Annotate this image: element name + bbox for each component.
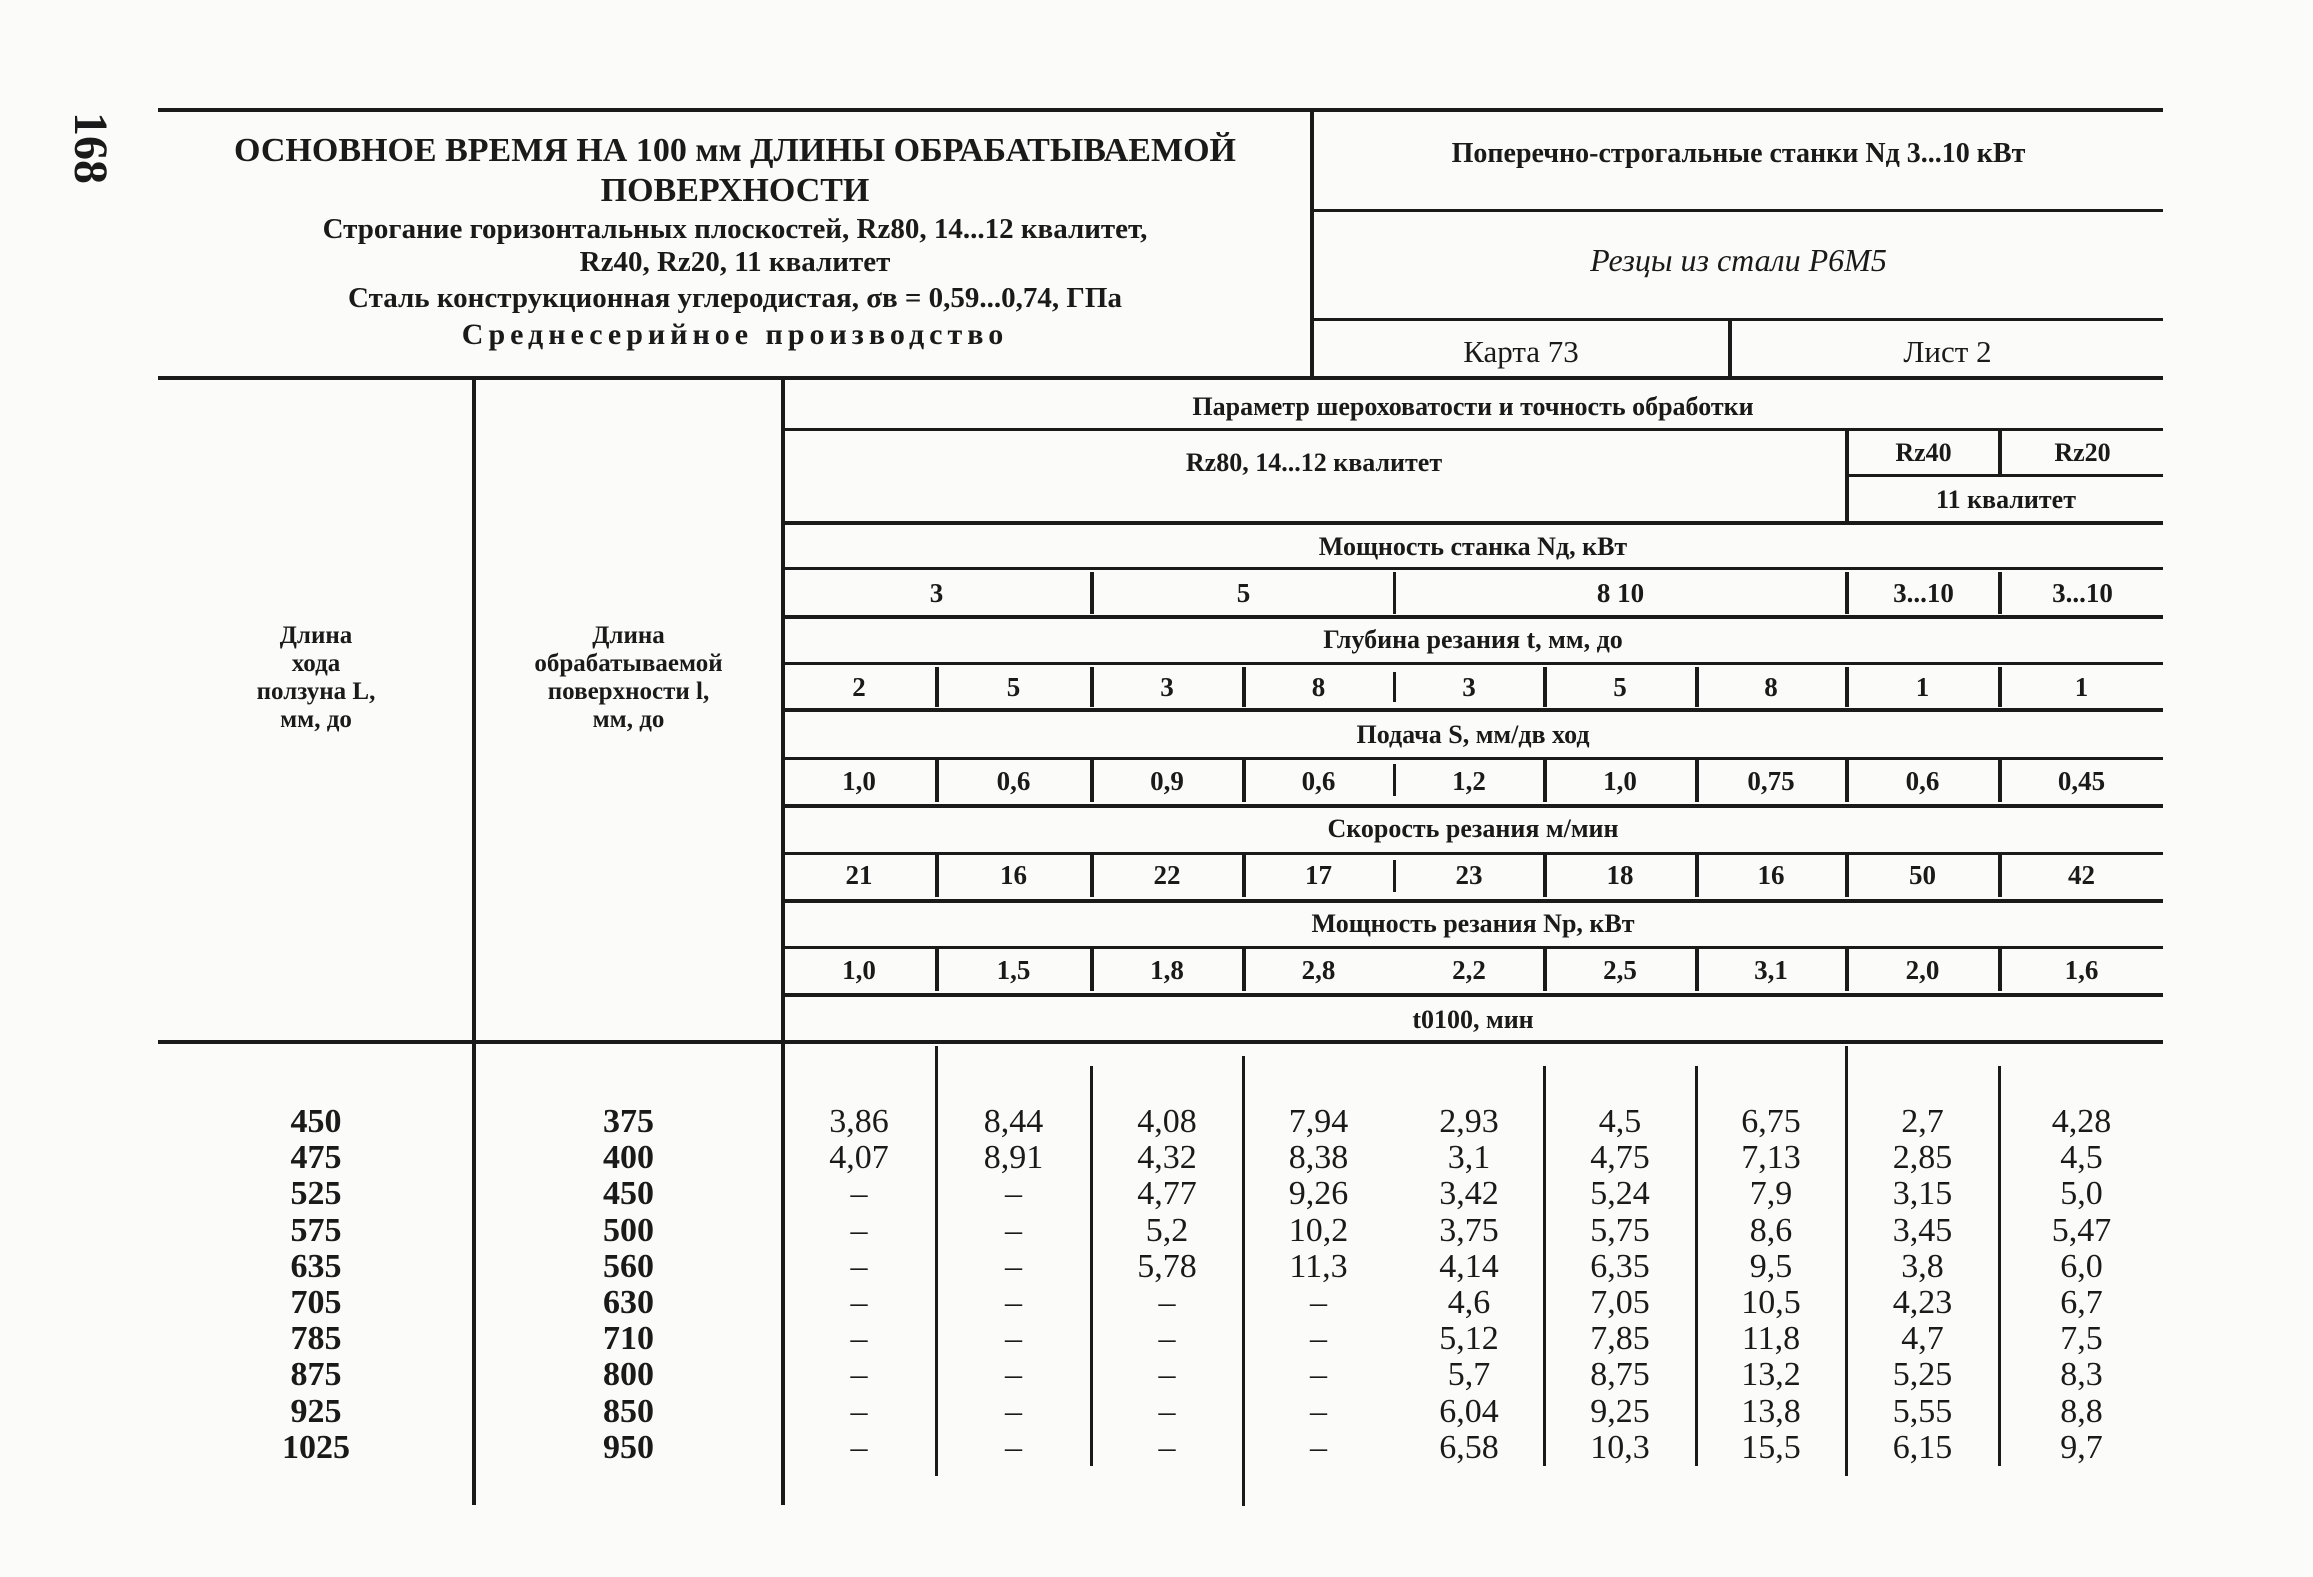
surface-length-value: 630 (603, 1284, 654, 1322)
top-rule (158, 108, 2163, 112)
feed-header: Подача S, мм/дв ход (1356, 720, 1590, 749)
surface-length-value: 450 (603, 1175, 654, 1213)
time-value: 5,2 (1145, 1211, 1189, 1249)
time-value: 8,91 (983, 1139, 1044, 1177)
feed-value: 0,6 (1301, 766, 1336, 796)
feed-value: 1,0 (1603, 766, 1637, 796)
card-number: Карта 73 (1463, 334, 1579, 369)
time-column (1697, 1104, 1845, 1466)
time-value: 9,26 (1288, 1175, 1349, 1213)
time-value: 4,32 (1137, 1139, 1197, 1177)
time-column (2000, 1104, 2163, 1466)
tool-material: Резцы из стали Р6М5 (1590, 242, 1887, 278)
time-value: 15,5 (1741, 1428, 1801, 1466)
time-value: 6,04 (1439, 1392, 1499, 1430)
surface-length-column (476, 1104, 781, 1466)
time-value: – (1158, 1284, 1176, 1322)
time-value: 5,24 (1590, 1175, 1650, 1213)
stroke-length-value: 875 (290, 1356, 342, 1394)
time-value: 7,13 (1741, 1139, 1801, 1177)
subtitle-operation: Строгание горизонтальных плоскостей, Rz80, 14...12 квалитет, (322, 213, 1148, 245)
cut-power-value: 1,5 (996, 955, 1031, 985)
speed-value: 18 (1606, 860, 1634, 890)
time-value: 5,7 (1447, 1356, 1491, 1394)
time-value: 3,15 (1892, 1175, 1953, 1213)
feed-value: 1,0 (842, 766, 876, 796)
feed-value: 0,6 (1905, 766, 1940, 796)
time-column (1847, 1104, 1998, 1466)
speed-value: 50 (1909, 860, 1936, 890)
surface-length-value: 800 (603, 1356, 654, 1394)
depth-value: 3 (1160, 672, 1174, 702)
time-value: 2,85 (1892, 1139, 1953, 1177)
time-value: 9,5 (1749, 1247, 1793, 1285)
time-value: 5,47 (2051, 1211, 2112, 1249)
depth-value: 1 (2074, 672, 2089, 702)
time-value: 11,3 (1289, 1247, 1348, 1285)
machine-type: Поперечно-строгальные станки Nд 3...10 кВт (1451, 138, 2026, 169)
time-value: 6,75 (1741, 1103, 1801, 1140)
cut-power-value: 2,2 (1452, 955, 1486, 985)
feed-value: 0,75 (1747, 766, 1795, 796)
time-value: 4,7 (1901, 1320, 1944, 1358)
stroke-length-value: 705 (290, 1284, 342, 1322)
surface-length-value: 375 (603, 1103, 654, 1140)
surface-length-value: 400 (603, 1139, 654, 1177)
time-value: 8,44 (983, 1103, 1044, 1140)
time-value: 3,1 (1447, 1139, 1491, 1177)
time-value: – (1005, 1284, 1022, 1322)
time-value: – (1005, 1428, 1022, 1466)
time-value: 11,8 (1741, 1320, 1801, 1358)
depth-value: 2 (852, 672, 866, 702)
stroke-length-value: 1025 (282, 1428, 350, 1466)
time-column (1092, 1104, 1242, 1466)
time-value: – (850, 1320, 868, 1358)
depth-value: 8 (1764, 672, 1778, 702)
sheet-number: Лист 2 (1903, 334, 1992, 369)
time-value: 6,7 (2060, 1284, 2103, 1322)
time-value: 6,0 (2060, 1247, 2103, 1285)
time-value: 5,25 (1892, 1356, 1953, 1394)
time-value: 3,8 (1901, 1247, 1944, 1285)
cut-power-value: 1,6 (2064, 955, 2099, 985)
time-value: 8,8 (2060, 1392, 2103, 1430)
time-value: 3,45 (1892, 1211, 1953, 1249)
depth-value: 8 (1311, 672, 1326, 702)
rz20-label: Rz20 (2054, 438, 2111, 467)
time-value: 4,77 (1137, 1175, 1197, 1213)
table-header-bottom-rule (158, 1040, 2163, 1044)
time-value: 13,8 (1741, 1392, 1801, 1430)
time-value: 5,0 (2060, 1175, 2103, 1213)
time-value: – (850, 1428, 868, 1466)
time-value: 4,14 (1439, 1247, 1499, 1285)
time-column (937, 1104, 1090, 1466)
time-value: – (850, 1392, 868, 1430)
time-value: 7,85 (1590, 1320, 1650, 1358)
time-value: 5,55 (1892, 1392, 1953, 1430)
depth-value: 5 (1613, 672, 1627, 702)
cut-power-value: 1,8 (1150, 955, 1184, 985)
rz40-label: Rz40 (1895, 438, 1952, 467)
time-value: 5,78 (1137, 1247, 1197, 1285)
time-value: 4,6 (1447, 1284, 1491, 1322)
depth-value: 5 (1006, 672, 1021, 702)
time-value: – (850, 1356, 868, 1394)
time-value: 7,9 (1749, 1175, 1793, 1213)
time-value: – (850, 1175, 868, 1213)
time-value: – (1310, 1320, 1327, 1358)
speed-value: 42 (2068, 860, 2095, 890)
title-line-2: ПОВЕРХНОСТИ (600, 172, 870, 209)
time-value: 4,23 (1892, 1284, 1953, 1322)
subtitle-roughness: Rz40, Rz20, 11 квалитет (579, 246, 891, 278)
time-value: 6,35 (1590, 1247, 1650, 1285)
stroke-length-value: 475 (290, 1139, 342, 1177)
time-value: – (1310, 1428, 1327, 1466)
time-value: 2,7 (1901, 1103, 1944, 1140)
time-value: 10,3 (1590, 1428, 1650, 1466)
depth-header: Глубина резания t, мм, до (1323, 625, 1623, 654)
page-number: 168 (64, 112, 117, 184)
time-value: 5,12 (1439, 1320, 1499, 1358)
subtitle-production: Среднесерийное производство (461, 318, 1009, 351)
time-value: – (1310, 1356, 1327, 1394)
time-value: – (1005, 1392, 1022, 1430)
cut-power-header: Мощность резания Nр, кВт (1311, 909, 1635, 938)
speed-value: 23 (1455, 860, 1483, 890)
time-value: 6,58 (1439, 1428, 1499, 1466)
speed-value: 16 (1757, 860, 1785, 890)
time-value: 9,7 (2060, 1428, 2103, 1466)
cut-power-value: 2,0 (1905, 955, 1940, 985)
rz80-label: Rz80, 14...12 квалитет (1185, 448, 1443, 477)
time-value: 9,25 (1590, 1392, 1650, 1430)
time-value: – (1158, 1356, 1176, 1394)
speed-value: 17 (1305, 860, 1332, 890)
stroke-length-value: 635 (290, 1247, 342, 1285)
title-line-1: ОСНОВНОЕ ВРЕМЯ НА 100 мм ДЛИНЫ ОБРАБАТЫВАЕМОЙ (234, 132, 1236, 169)
time-value: – (1005, 1320, 1022, 1358)
stroke-length-value: 925 (290, 1392, 342, 1430)
time-value: – (1158, 1428, 1176, 1466)
time-value: – (1005, 1211, 1022, 1249)
time-column (1545, 1104, 1695, 1466)
time-value: 4,08 (1137, 1103, 1197, 1140)
stroke-length-value: 525 (290, 1175, 342, 1213)
time-column (1244, 1104, 1393, 1466)
time-value: 3,42 (1439, 1175, 1499, 1213)
surface-length-value: 500 (603, 1211, 654, 1249)
time-column (1395, 1104, 1543, 1466)
depth-value: 3 (1462, 672, 1476, 702)
time-value: 7,94 (1288, 1103, 1349, 1140)
stroke-length-value: 785 (290, 1320, 342, 1358)
speed-value: 22 (1153, 860, 1181, 890)
time-value: 10,5 (1741, 1284, 1801, 1322)
stroke-length-value: 450 (290, 1103, 342, 1140)
machine-power-header: Мощность станка Nд, кВт (1318, 532, 1628, 561)
surface-length-value: 850 (603, 1392, 654, 1430)
time-value: 8,6 (1749, 1211, 1793, 1249)
time-value: 7,5 (2060, 1320, 2103, 1358)
time-value: 6,15 (1892, 1428, 1953, 1466)
time-header: t0100, мин (1412, 1005, 1534, 1034)
time-value: 13,2 (1741, 1356, 1801, 1394)
time-value: 4,07 (829, 1139, 889, 1177)
cut-power-value: 3,1 (1754, 955, 1788, 985)
time-value: 7,05 (1590, 1284, 1650, 1322)
time-value: 8,75 (1590, 1356, 1650, 1394)
time-value: 8,3 (2060, 1356, 2103, 1394)
header-bottom-rule (158, 376, 2163, 380)
param-header: Параметр шероховатости и точность обработки (1192, 392, 1754, 421)
time-value: – (1005, 1356, 1022, 1394)
feed-value: 0,9 (1150, 766, 1184, 796)
feed-value: 0,45 (2057, 766, 2106, 796)
time-value: 4,28 (2051, 1103, 2112, 1140)
time-value: – (1158, 1320, 1176, 1358)
stroke-length-value: 575 (290, 1211, 342, 1249)
time-value: 8,38 (1288, 1139, 1349, 1177)
depth-value: 1 (1915, 672, 1930, 702)
col-stroke-length-header: Длина хода ползуна L, мм, до (256, 622, 376, 733)
surface-length-value: 560 (603, 1247, 654, 1285)
cut-power-value: 2,8 (1301, 955, 1336, 985)
time-value: – (1158, 1392, 1176, 1430)
time-value: – (850, 1211, 868, 1249)
subtitle-material: Сталь конструкционная углеродистая, σв = 0,59...0,74, ГПа (348, 282, 1122, 314)
time-value: – (850, 1247, 868, 1285)
speed-header: Скорость резания м/мин (1327, 814, 1619, 843)
time-value: 4,5 (2060, 1139, 2103, 1177)
speed-value: 16 (1000, 860, 1027, 890)
stroke-length-column (160, 1104, 472, 1466)
quality-11-label: 11 квалитет (1936, 485, 2076, 514)
time-value: 4,5 (1598, 1103, 1642, 1140)
time-value: 3,75 (1439, 1211, 1499, 1249)
time-value: 10,2 (1288, 1211, 1349, 1249)
surface-length-value: 710 (603, 1320, 654, 1358)
speed-value: 21 (845, 860, 873, 890)
feed-value: 0,6 (996, 766, 1031, 796)
cut-power-value: 2,5 (1603, 955, 1637, 985)
time-value: – (1005, 1247, 1022, 1285)
time-value: – (1310, 1284, 1327, 1322)
time-column (783, 1104, 935, 1466)
time-value: 5,75 (1590, 1211, 1650, 1249)
time-value: – (1005, 1175, 1022, 1213)
col-surface-length-header: Длина обрабатываемой поверхности l, мм, до (534, 622, 723, 733)
feed-value: 1,2 (1452, 766, 1486, 796)
surface-length-value: 950 (603, 1428, 654, 1466)
cut-power-value: 1,0 (842, 955, 876, 985)
time-value: 2,93 (1439, 1103, 1499, 1140)
time-value: 3,86 (829, 1103, 889, 1140)
time-value: – (1310, 1392, 1327, 1430)
time-value: – (850, 1284, 868, 1322)
time-value: 4,75 (1590, 1139, 1650, 1177)
